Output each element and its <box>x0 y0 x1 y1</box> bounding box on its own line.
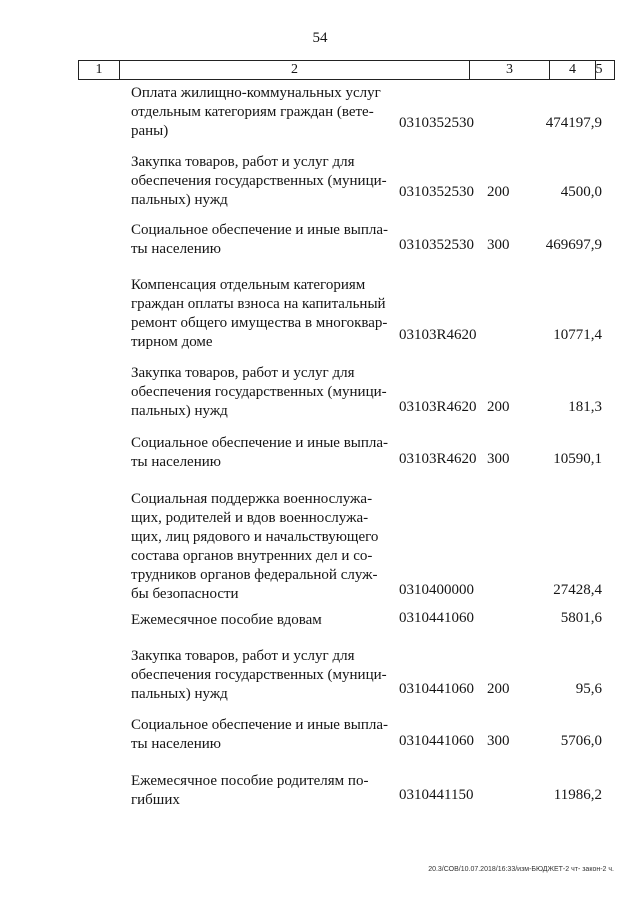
row-vr: 200 <box>487 184 510 200</box>
row-vr: 200 <box>487 681 510 697</box>
row-description: Социальное обеспечение и иные выпла- ты населению <box>131 435 389 470</box>
row-code: 0310352530 <box>399 184 474 200</box>
row-amount: 4500,0 <box>560 184 602 200</box>
row-code: 0310352530 <box>399 237 474 253</box>
row-amount: 5706,0 <box>560 733 602 749</box>
row-vr: 300 <box>487 451 510 467</box>
row-amount: 5801,6 <box>560 610 602 626</box>
header-col-1: 1 <box>79 61 120 79</box>
row-code: 0310441060 <box>399 681 474 697</box>
row-code: 0310441060 <box>399 733 474 749</box>
row-code: 0310352530 <box>399 115 474 131</box>
row-description: Ежемесячное пособие вдовам <box>131 612 322 628</box>
row-description: Закупка товаров, работ и услуг для обеспечения государственных (муници- пальных) нужд <box>131 365 387 419</box>
row-description: Социальное обеспечение и иные выпла- ты населению <box>131 717 389 752</box>
row-code: 0310441150 <box>399 787 474 803</box>
row-amount: 11986,2 <box>553 787 602 803</box>
header-col-2: 2 <box>120 61 470 79</box>
header-col-5: 5 <box>595 62 603 77</box>
row-description: Ежемесячное пособие родителям по- гибших <box>131 773 369 808</box>
page-number: 54 <box>312 30 328 46</box>
row-amount: 474197,9 <box>545 115 602 131</box>
row-description: Оплата жилищно-коммунальных услуг отдельным категориям граждан (вете- раны) <box>131 85 381 139</box>
row-description: Социальная поддержка военнослужа- щих, родителей и вдов военнослужа- щих, лиц рядового и начальствующего состава органов внутренних дел и со- трудников органов федеральной служ- бы безопасности <box>131 491 379 602</box>
row-code: 0310400000 <box>399 582 474 598</box>
row-vr: 300 <box>487 733 510 749</box>
header-col-4: 4 <box>550 61 596 79</box>
row-description: Закупка товаров, работ и услуг для обеспечения государственных (муници- пальных) нужд <box>131 648 387 702</box>
row-amount: 10771,4 <box>553 327 602 343</box>
row-code: 03103R4620 <box>399 451 477 467</box>
row-amount: 10590,1 <box>553 451 602 467</box>
row-vr: 200 <box>487 399 510 415</box>
table-header <box>78 60 615 80</box>
row-amount: 95,6 <box>575 681 602 697</box>
row-amount: 181,3 <box>568 399 602 415</box>
row-code: 0310441060 <box>399 610 474 626</box>
row-code: 03103R4620 <box>399 399 477 415</box>
row-amount: 27428,4 <box>553 582 602 598</box>
row-vr: 300 <box>487 237 510 253</box>
row-code: 03103R4620 <box>399 327 477 343</box>
header-col-3: 3 <box>470 61 550 79</box>
footer-note: 20.3/СОВ/10.07.2018/16:33/изм-БЮДЖЕТ-2 чт- закон-2 ч. <box>428 866 614 873</box>
row-description: Закупка товаров, работ и услуг для обеспечения государственных (муници- пальных) нужд <box>131 154 387 208</box>
row-description: Социальное обеспечение и иные выпла- ты населению <box>131 222 389 257</box>
row-description: Компенсация отдельным категориям граждан оплаты взноса на капитальный ремонт общего имущества в многоквар- тирном доме <box>131 277 388 350</box>
row-amount: 469697,9 <box>545 237 602 253</box>
